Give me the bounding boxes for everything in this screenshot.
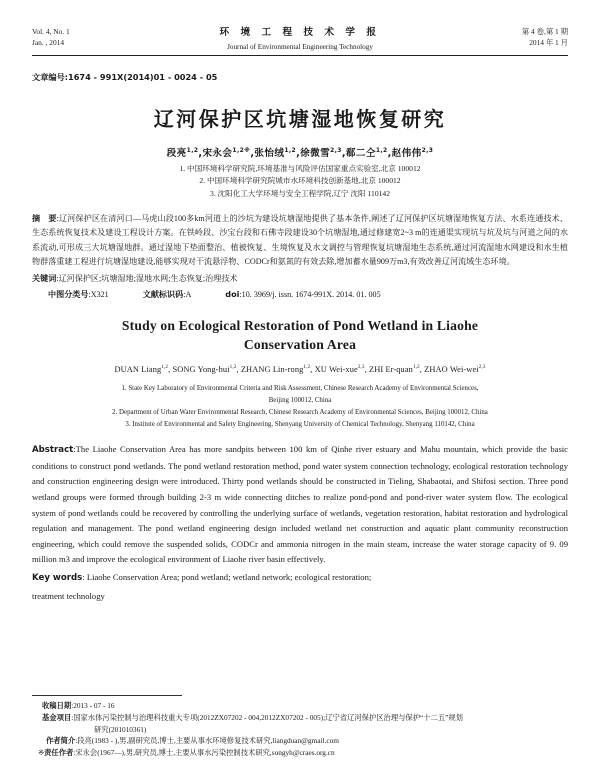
author-cn-1 [202,148,250,159]
keywords-en-text: : Liaohe Conservation Area; pond wetland; wetland network; ecological restoration; [82,572,372,583]
authors-cn: 段亮$^{1,2}$,宋永会$^{1,2※}$,张怡绒$^{1,2}$,徐微雪$^{2,3}$,郗二仝$^{1,2}$,赵伟伟$^{2,3}$ [166,146,434,160]
affiliation-en-2: 2. Department of Urban Water Environmental Research, Chinese Research Academy of Environmental Sciences, Beijing 100012, China [112,409,488,417]
article-title-en-line2: Conservation Area [243,336,357,352]
corresponding-author-value: :宋永会(1967—),男,研究员,博士,主要从事水污染控制技术研究,songyh@craes.org.cn [73,748,335,758]
received-date [32,700,568,712]
author-cn-name: 郗二仝 [345,148,376,160]
affiliation-cn-3: 3. 沈阳化工大学环境与安全工程学院,辽宁 沈阳 110142 [209,188,391,198]
doi-label: doi [225,288,240,299]
corresponding-author [32,747,568,759]
author-en-4 [369,365,420,374]
fund-project-value-continuation: 研究(201010361) [94,724,147,734]
doi [225,289,380,300]
authors-en: DUAN Liang$^{1,2}$, SONG Yong-hui$^{1,2}$, ZHANG Lin-rong$^{1,2}$, XU Wei-xue$^{2,3}$, ZHI Er-quan$^{1,2}$, ZHAO Wei-wei$^{2,3}$ [114,364,486,375]
article-number [32,72,568,83]
keywords-en-continuation: treatment technology [32,590,105,601]
abstract-cn-label: 摘 要 [32,212,57,223]
keywords-en-label: Key words [32,573,83,584]
author-en-5 [424,365,485,374]
article-number-label: 文章编号 [32,72,65,83]
author-en-1 [173,365,237,374]
author-cn-0 [167,148,199,159]
keywords-cn-label: 关键词 [32,272,57,283]
affiliation-en-3: 3. Institute of Environmental and Safety Engineering, Shenyang University of Chemical Technology, Shenyang 110142, China [125,421,475,429]
abstract-en-text: :The Liaohe Conservation Area has more sandpits between 100 km of Qinhe river estuary and Mahu mountain, which provide the basic conditions to construct pond wetlands. The pond wetland restoration method, pond water system connection technology, ecological restoration technology and construction engineering design were introduced. Thirty pond wetlands should be constructed in Tieling, Shabaotai, and Shifosi section. Three pond wetland groups were formed through building 2-3 m wide connecting ditches to realize pond-pond and pond-river water system flow. The ecological system of pond wetlands could be recovered by controlling the underlying surface of wetlands, vegetation restoration, habitat restoration and hydrological regulation and management. The pond wetland engineering design included wetland net construction and aquatic plant community reconstruction engineering, which could remove the suspended solids, CODCr and ammonia nitrogen in the main steam, increase the water storage capacity of 9. 09 million m3 and improve the ecological environment of Liaohe river basin effectively. [32,443,568,565]
author-en-name: DUAN Liang [114,365,162,375]
affiliations-en [32,383,568,431]
abstract-cn [32,211,568,270]
clc-number [48,289,109,300]
author-cn-name: 赵伟伟 [391,148,422,160]
article-number-value: :1674 - 991X(2014)01 - 0024 - 05 [64,72,218,83]
date-cn: 2014 年 1 月 [529,38,568,48]
date-en: Jan. , 2014 [32,38,65,48]
author-en-affil-sup: 2,3 [478,364,486,371]
doi-value: :10. 3969/j. issn. 1674-991X. 2014. 01. 005 [239,289,381,299]
volume-issue-en: Vol. 4, No. 1 [32,27,70,36]
abstract-en-label: Abstract [32,444,74,455]
classification-line [32,289,568,300]
document-code-label: 文献标识码 [142,288,184,299]
corresponding-author-marker: ※ [38,748,45,758]
author-en-name: ZHI Er-quan [369,365,413,375]
document-code-value: :A [183,289,192,299]
abstract-cn-text: :辽河保护区在清河口—马虎山段100多km河道上的沙坑为建设坑塘湿地提供了基本条件,阐述了辽河保护区坑塘湿地恢复方法、水系连通技术、生态系统恢复技术及建设工程设计方案。在铁岭段、沙宝台段和石佛寺段建设30个坑塘湿地,通过修建宽2~3 m的连通渠实现坑与坑及坑与河道之间的水系流动,可形成三大坑塘湿地群。通过湿地下垫面整治、植被恢复、生境恢复及水文调控与管理恢复坑塘湿地生态系统,通过河流湿地水网建设和水生植物群落重建工程进行坑塘湿地建设,能够实现对干流悬浮物、CODCr和氨氮的有效去除,增加蓄水量909万m3,有效改善辽河流域生态环境。 [32,213,568,267]
author-cn-3 [300,148,342,159]
author-bio-value: :段亮(1983 - ),男,副研究员,博士,主要从事水环境修复技术研究,liangduan@gmail.com [75,736,339,746]
keywords-en [32,570,568,587]
author-en-0 [114,365,168,374]
author-cn-affil-sup: 1,2※ [232,146,251,154]
article-title-cn: 辽河保护区坑塘湿地恢复研究 [153,107,447,132]
author-bio-label: 作者简介 [46,736,76,746]
clc-value: :X321 [88,289,109,299]
author-en-name: XU Wei-xue [314,365,358,375]
author-cn-affil-sup: 1,2 [284,146,297,154]
article-title-en-line1: Study on Ecological Restoration of Pond Wetland in Liaohe [121,317,479,333]
author-cn-2 [254,148,296,159]
article-title-en [32,317,568,355]
received-date-label: 收稿日期 [42,700,72,710]
fund-project-value: :国家水体污染控制与治理科技重大专项(2012ZX07202 - 004,2012ZX07202 - 005);辽宁省辽河保护区治理与保护“十二五”规划 [71,712,463,722]
clc-label: 中图分类号 [48,288,89,299]
author-en-name: ZHANG Lin-rong [240,365,304,375]
author-en-name: ZHAO Wei-wei [424,365,479,375]
author-cn-name: 徐微雪 [300,148,331,160]
author-en-affil-sup: 1,2 [229,364,237,371]
running-head-left [32,26,152,49]
fund-project-label: 基金项目 [42,712,72,722]
affiliation-cn-2: 2. 中国环境科学研究院城市水环境科技创新基地,北京 100012 [199,176,401,186]
author-cn-name: 宋永会 [202,148,233,160]
author-cn-affil-sup: 1,2 [186,146,199,154]
affiliation-en-1a: 1. State Key Laboratory of Environmental Criteria and Risk Assessment, Chinese Research Academy of Environmental Sciences, [121,385,479,393]
author-en-affil-sup: 2,3 [357,364,365,371]
running-head [32,26,568,56]
author-en-name: SONG Yong-hui [172,365,230,375]
affiliation-cn-1: 1. 中国环境科学研究院,环境基准与风险评估国家重点实验室,北京 100012 [179,164,421,174]
fund-project [32,712,568,736]
author-cn-name: 段亮 [166,148,187,160]
author-cn-5 [392,148,434,159]
document-code [143,289,192,300]
received-date-value: :2013 - 07 - 16 [71,700,115,710]
footnote-divider [32,695,182,696]
author-bio [32,735,568,747]
author-en-affil-sup: 1,2 [303,364,311,371]
author-en-affil-sup: 1,2 [161,364,169,371]
footnotes [32,695,568,759]
author-cn-affil-sup: 2,3 [421,146,434,154]
author-cn-4 [346,148,388,159]
affiliation-en-1b: Beijing 100012, China [268,397,332,405]
author-cn-name: 张怡绒 [254,148,285,160]
author-en-2 [241,365,310,374]
affiliations-cn [32,163,568,200]
journal-title-cn: 环 境 工 程 技 术 学 报 [219,27,381,38]
journal-title-en: Journal of Environmental Engineering Technology [227,42,373,51]
author-en-affil-sup: 1,2 [412,364,420,371]
header-divider [32,55,568,56]
running-head-right [448,26,568,49]
author-cn-affil-sup: 1,2 [375,146,388,154]
corresponding-author-label: 责任作者 [44,748,74,758]
author-cn-affil-sup: 2,3 [330,146,342,154]
abstract-en [32,442,568,568]
volume-issue-cn: 第 4 卷,第 1 期 [521,27,568,36]
keywords-cn-text: :辽河保护区;坑塘湿地;湿地水网;生态恢复;治理技术 [56,273,238,283]
author-en-3 [315,365,365,374]
running-head-center [152,26,448,53]
keywords-cn [32,271,568,286]
